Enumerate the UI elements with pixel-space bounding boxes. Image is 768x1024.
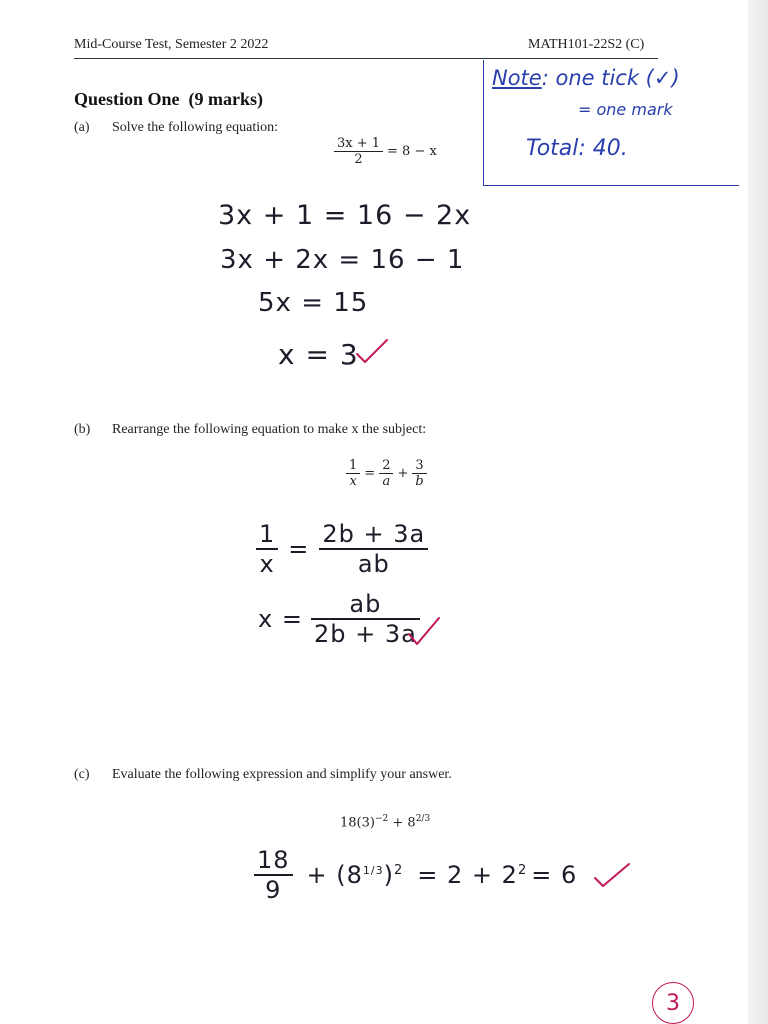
part-b-right-den: b <box>415 474 424 489</box>
part-b-right-num: 3 <box>415 458 424 473</box>
part-c-label: (c) <box>74 767 90 782</box>
page-edge-shadow <box>748 0 768 1024</box>
part-a-numerator: 3x + 1 <box>337 136 381 151</box>
part-b-mid-num: 2 <box>382 458 391 473</box>
marker-note-total: Total: 40. <box>526 136 628 161</box>
marker-note-title: Note <box>492 66 542 90</box>
part-a-rhs: = 8 − x <box>387 144 437 159</box>
part-c-expression <box>340 814 430 830</box>
part-c-expr-plus: + 8 <box>388 815 416 831</box>
part-c-work-close-exp: 2 <box>394 862 404 878</box>
part-b-mid-den: a <box>382 474 391 489</box>
part-c-work-eq-exp: 2 <box>517 862 528 878</box>
part-c-expr-exp2: 2/3 <box>415 814 431 824</box>
part-a-fraction <box>334 136 383 167</box>
marker-note-line2: = one mark <box>578 100 673 119</box>
part-b-work-line1 <box>256 520 428 578</box>
tick-mark-icon <box>592 858 632 890</box>
part-c-work-end: = 6 <box>531 860 578 889</box>
part-a-work-line3: 5x = 15 <box>258 288 369 318</box>
plus-sign: + <box>397 466 409 481</box>
marker-note-text1: : one tick (✓) <box>541 66 680 90</box>
part-c-work-eq: = 2 + 2 <box>417 860 518 889</box>
part-c-work-den: 9 <box>265 875 282 904</box>
tick-mark-icon <box>354 336 390 366</box>
part-b-work2-right-num: ab <box>349 590 382 618</box>
part-a-work-line4: x = 3 <box>278 338 359 371</box>
part-b-left-den: x <box>349 474 357 489</box>
page-score-badge <box>652 982 694 1024</box>
part-b-frac-right <box>412 458 426 489</box>
question-title-text: Question One <box>74 89 180 109</box>
tick-mark-icon <box>406 614 442 648</box>
page-score-value: 3 <box>666 990 680 1016</box>
part-c-work-mid-exp: 1/3 <box>362 863 384 877</box>
part-a-label: (a) <box>74 120 90 135</box>
part-c-expr-exp1: −2 <box>374 814 389 824</box>
part-b-work1-left-num: 1 <box>259 520 276 548</box>
part-b-work1-right <box>319 520 428 578</box>
part-b-left-num: 1 <box>349 458 358 473</box>
part-b-work1-left-den: x <box>259 549 275 578</box>
part-a-work-line1: 3x + 1 = 16 − 2x <box>218 200 472 231</box>
part-b-work2-right <box>311 590 420 648</box>
header-course-title: Mid-Course Test, Semester 2 2022 <box>74 37 269 52</box>
question-marks: (9 marks) <box>188 89 264 109</box>
header-course-code: MATH101-22S2 (C) <box>528 37 645 52</box>
part-a-equation <box>334 136 437 167</box>
part-b-frac-left <box>346 458 360 489</box>
part-c-expr-base: 18(3) <box>340 815 375 831</box>
part-c-work-fraction <box>254 846 293 904</box>
part-b-work1-right-den: ab <box>357 549 390 578</box>
marker-note-line1 <box>492 66 680 90</box>
part-c-work-mid-text: + (8 <box>306 860 363 889</box>
part-b-frac-mid <box>379 458 393 489</box>
part-b-work2-lhs: x = <box>258 604 303 633</box>
part-b-work2-right-den: 2b + 3a <box>313 619 417 648</box>
part-a-denominator: 2 <box>354 152 363 167</box>
part-c-work-close: ) <box>383 860 394 889</box>
part-b-prompt: Rearrange the following equation to make x the subject: <box>112 422 427 437</box>
part-c-work-result <box>417 861 577 889</box>
part-c-work-mid <box>307 861 404 889</box>
header-rule <box>74 58 658 59</box>
part-b-equation <box>346 458 427 489</box>
part-b-work-line2 <box>258 590 420 648</box>
equals-sign: = <box>364 466 376 481</box>
equals-sign: = <box>288 534 310 563</box>
part-a-prompt: Solve the following equation: <box>112 120 279 135</box>
part-a-work-line2: 3x + 2x = 16 − 1 <box>220 245 465 275</box>
part-b-work1-right-num: 2b + 3a <box>322 520 426 548</box>
question-title <box>74 89 263 110</box>
part-c-work-line <box>254 846 577 904</box>
part-c-work-num: 18 <box>257 846 290 874</box>
part-b-label: (b) <box>74 422 91 437</box>
part-b-work1-left <box>256 520 278 578</box>
part-c-prompt: Evaluate the following expression and simplify your answer. <box>112 767 452 782</box>
